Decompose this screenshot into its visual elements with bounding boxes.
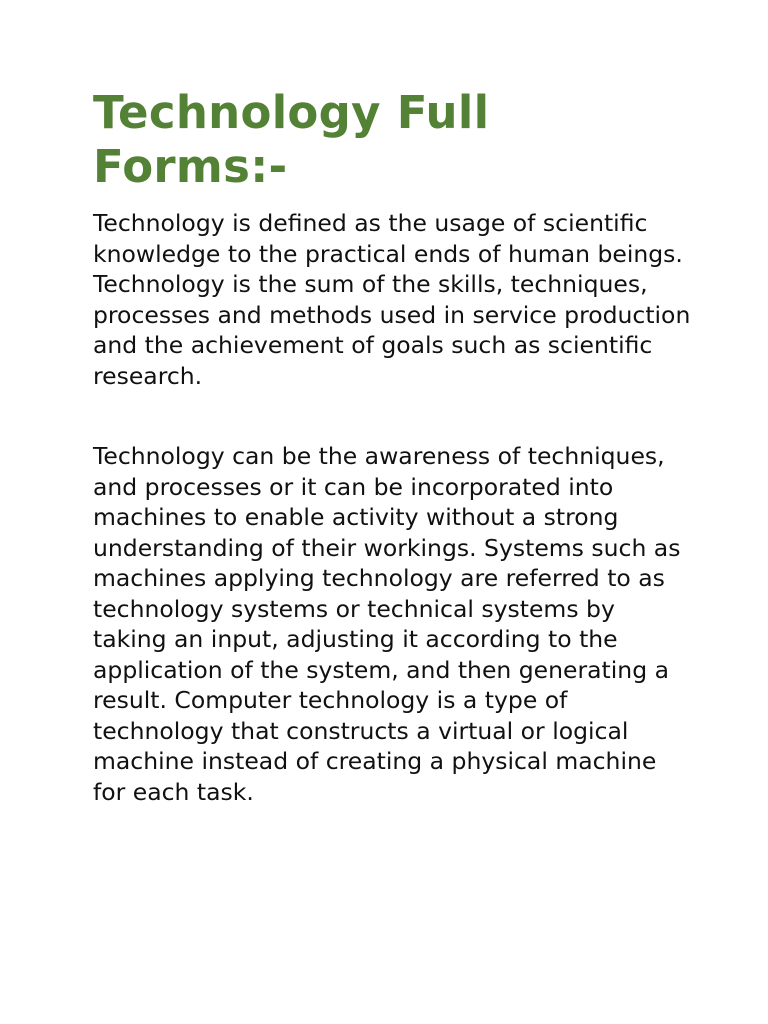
- paragraph-systems: Technology can be the awareness of techniques, and processes or it can be incorporated into machines to enable activity without a strong understanding of their workings. Systems such as machines applying technology are referred to as technology systems or technical systems by taking an input, adjusting it according to the application of the system, and then generating a result. Computer technology is a type of technology that constructs a virtual or logical machine instead of creating a physical machine for each task.: [93, 442, 681, 806]
- document-body: [93, 86, 693, 807]
- page-title: Technology Full Forms:-: [93, 86, 490, 193]
- paragraph-definition: Technology is defined as the usage of scientific knowledge to the practical ends of human beings. Technology is the sum of the skills, techniques, processes and methods used in service production and the achievement of goals such as scientific research.: [93, 209, 691, 390]
